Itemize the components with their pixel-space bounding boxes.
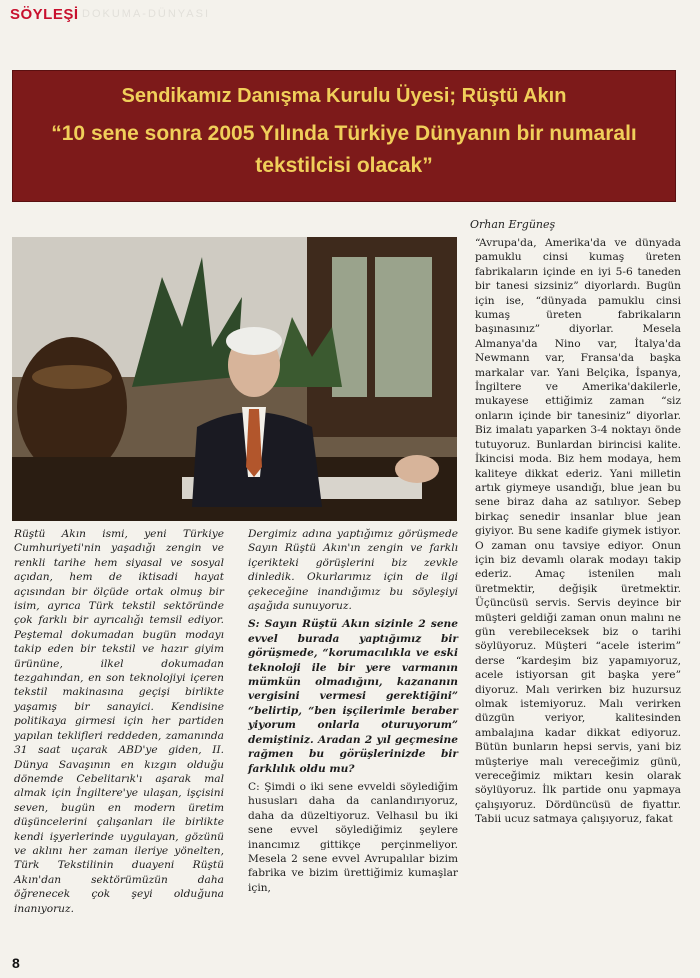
headline-subtitle: Sendikamız Danışma Kurulu Üyesi; Rüştü Akın: [121, 85, 567, 107]
article-column-middle: [248, 527, 458, 895]
article-intro-text: Rüştü Akın ismi, yeni Türkiye Cumhuriyeti'nin yaşadığı zengin ve renkli tarihe hem siyasal ve sosyal açıdan, hem de iktisadi hayat açısından bir ölçüde ortak olmuş bir isim, ayrıca Türk tekstil sektöründe çok farklı bir ayrıcalığı temsil ediyor. Peştemal dokumadan bugün modayı takip eden bir tekstil ve hazır giyim ürününe, ilkel dokumadan tezgahından, en son teknolojiyi içeren tekstil makinasına geçişi birlikte yaşamış bir sanayici. Kendisine politikaya girmesi için her partiden yapılan teklifleri reddeden, zamanında 31 saat uçarak ABD'ye giden, II. Dünya Savaşının en kızgın olduğu dönemde Cebelitarık'ı aşarak mal almak için İngiltere'ye ulaşan, işçisini seven, bugün en modern üretim düşüncelerini çalışanları ile birlikte kendi işyerlerinde uygulayan, gözünü ve aklını her zaman ileriye yönelten, Türk Tekstilinin duayeni Rüştü Akın'dan sektörümüzün daha öğrenecek çok şeyi olduğuna inanıyoruz.: [14, 528, 224, 915]
author-byline: Orhan Ergüneş: [470, 218, 556, 231]
interview-answer: C: Şimdi o iki sene evveldi söylediğim hususları daha da canlandırıyoruz, daha da düzeltiyoruz. Velhasıl bu iki sene evvel söylediğimiz şeylere inancımız gittikçe perçinmeliyor. Mesela 2 sene evvel Avrupalılar bizim fabrika ve bizim ürettiğimiz kumaşlar için,: [248, 780, 458, 894]
portrait-photo: [12, 237, 457, 521]
article-column-right: [475, 236, 681, 827]
section-label: SÖYLEŞİ: [10, 6, 79, 23]
interview-intro: Dergimiz adına yaptığımız görüşmede Sayın Rüştü Akın'ın zengin ve farklı içerikteki görüşlerini biz zevkle dinledik. Okurlarımız için de ilgi çekeceğine inandığımız bu söyleşiyi aşağıda sunuyoruz.: [248, 528, 458, 613]
headline-banner: [12, 70, 676, 202]
interview-question: S: Sayın Rüştü Akın sizinle 2 sene evvel burada yaptığımız bir görüşmede, “korumacılıkla ve eski teknoloji ile bir yere varmanın mümkün olmadığını, kazananın vergisini vermesi gerektiğini” “belirtip, “ben işçilerimle beraber yiyorum onlarla oturuyorum” demiştiniz. Aradan 2 yıl geçmesine rağmen bu görüşlerinizde bir farklılık oldu mu?: [248, 618, 458, 775]
page-number: 8: [12, 955, 20, 971]
ghost-section-label: DOKUMA-DÜNYASI: [82, 8, 211, 20]
article-column-left: [14, 527, 224, 916]
interview-answer-continued: “Avrupa'da, Amerika'da ve dünyada pamuklu cinsi kumaş üreten fabrikaların içinde en iyi 5-6 taneden bir tanesi sizsiniz” diyorlardı. Bugün için ise, “dünyada pamuklu cinsi kumaş üreten fabrikaların başınasınız” diyorlar. Mesela Almanya'da Nino var, İtalya'da Newmann var, Fransa'da başka markalar var. Yani Belçika, İspanya, İngiltere ve Amerika'dakilerle, mukayese ettiğimiz zaman “siz onların içinde bir tanesiniz” diyorlar. Biz imalatı yaparken 3-4 noktayı önde tutuyoruz. Bunlardan birincisi kalite. İkincisi moda. Biz hem modaya, hem kaliteye dikkat ederiz. Yani milletin artık giymeye usandığı, blue jean bu sene biraz daha az satılıyor. Sebep birkaç senedir insanlar blue jean giyiyor. Bu sene kadife giymek istiyor. O zaman onu tavsiye ediyor. Onun için biz devamlı olarak modayı takip ederiz. Amaç istenilen malı üretmektir, değişik üretmektir. Üçüncüsü servis. Servis deyince bir müşteri geldiği zaman onun malını ne gün verebileceksek biz o tarihi söylüyoruz. Müşteri “acele isterim” derse “kardeşim biz yapamıyoruz, acele istiyorsan git başka yere” diyoruz. Malı verirken biz huzursuz olmak istemiyoruz. Malı verirken düzgün veriyor, kalitesinden ambalajına kadar dikkat ediyoruz. Bütün bunların hepsi servis, yani biz müşteriye malı vereceğimiz günü, vereceğimiz miktarı kesin olarak söylüyoruz. İlk partide onu yapmaya çalışıyoruz. Dördüncüsü de fiyattır. Tabii ucuz satmaya çalışıyoruz, fakat: [475, 237, 681, 826]
headline-quote: “10 sene sonra 2005 Yılında Türkiye Dünyanın bir numaralı tekstilcisi olacak”: [51, 122, 637, 177]
